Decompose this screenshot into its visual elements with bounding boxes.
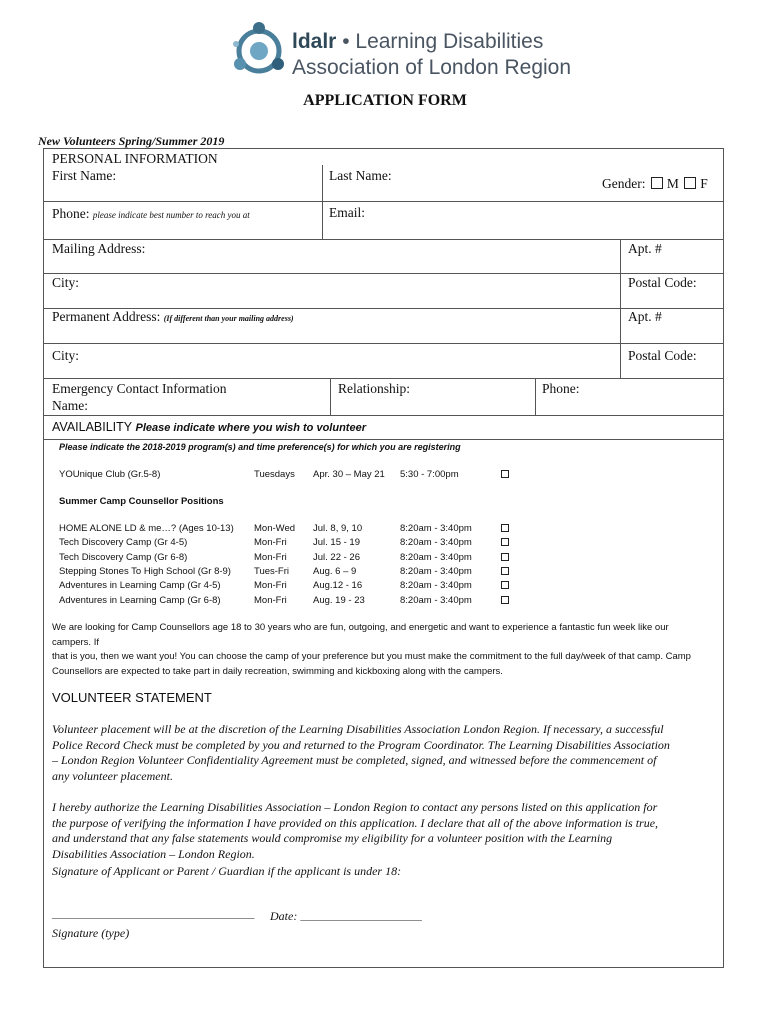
camp-note-line: that is you, then we want you! You can choose the camp of your preference but you must make the commitment to the full day/week of that camp. Camp <box>52 651 691 662</box>
club-checkbox[interactable] <box>501 470 509 478</box>
availability-instruction: Please indicate the 2018-2019 program(s) and time preference(s) for which you are registering <box>59 442 461 452</box>
statement-line: Volunteer placement will be at the discretion of the Learning Disabilities Association London Region. If necessary, a successful <box>52 722 664 736</box>
gender-label: Gender: <box>602 176 646 191</box>
camp-name: Adventures in Learning Camp (Gr 6-8) <box>59 595 221 606</box>
camp-days: Mon-Fri <box>254 537 287 548</box>
camp-time: 8:20am - 3:40pm <box>400 580 472 591</box>
postal-code-label[interactable]: Postal Code: <box>628 275 697 290</box>
org-name-rest: • Learning Disabilities <box>342 30 544 53</box>
org-name-line1 <box>292 30 543 54</box>
club-dates: Apr. 30 – May 21 <box>313 469 385 480</box>
camp-time: 8:20am - 3:40pm <box>400 537 472 548</box>
gender-field <box>602 176 708 192</box>
camp-checkbox[interactable] <box>501 524 509 532</box>
logo-mark-icon <box>228 20 290 82</box>
emergency-name-label[interactable]: Name: <box>52 398 88 413</box>
camp-days: Mon-Fri <box>254 595 287 606</box>
camp-time: 8:20am - 3:40pm <box>400 566 472 577</box>
emergency-contact-label: Emergency Contact Information <box>52 381 227 396</box>
camp-name: Stepping Stones To High School (Gr 8-9) <box>59 566 231 577</box>
phone-label: Phone: <box>52 206 90 221</box>
statement-paragraph-1 <box>52 722 717 784</box>
club-time: 5:30 - 7:00pm <box>400 469 459 480</box>
phone-field[interactable] <box>52 206 250 222</box>
gender-f-checkbox[interactable] <box>684 177 696 189</box>
statement-line: Disabilities Association – London Region. <box>52 846 255 861</box>
statement-line: – London Region Volunteer Confidentiality Agreement must be completed, signed, and witnessed before the commencement of <box>52 753 657 767</box>
form-title: APPLICATION FORM <box>303 92 467 109</box>
email-label[interactable]: Email: <box>329 205 365 220</box>
statement-line: and understand that any false statements would compromise my eligibility for a volunteer position with the Learning <box>52 831 613 845</box>
availability-hint: Please indicate where you wish to volunteer <box>135 422 366 434</box>
camp-dates: Jul. 8, 9, 10 <box>313 523 363 534</box>
statement-line: the purpose of verifying the information I have provided on this application. I declare that all of the above information is true, <box>52 815 659 830</box>
club-days: Tuesdays <box>254 469 295 480</box>
camp-name: HOME ALONE LD & me…? (Ages 10-13) <box>59 523 234 534</box>
camp-name: Adventures in Learning Camp (Gr 4-5) <box>59 580 221 591</box>
section-personal-info: PERSONAL INFORMATION <box>52 151 218 166</box>
permanent-address-label: Permanent Address: <box>52 309 161 324</box>
statement-line: Police Record Check must be completed by you and returned to the Program Coordinator. The Learning Disabilities Association <box>52 737 670 752</box>
camp-days: Tues-Fri <box>254 566 290 577</box>
camp-dates: Jul. 22 - 26 <box>313 552 360 563</box>
camp-note-line: Counsellors are expected to take part in daily recreation, swimming and kickboxing along with the campers. <box>52 665 503 677</box>
camp-checkbox[interactable] <box>501 596 509 604</box>
postal-code2-label[interactable]: Postal Code: <box>628 348 697 363</box>
date-field <box>270 909 422 924</box>
signature-prompt: Signature of Applicant or Parent / Guardian if the applicant is under 18: <box>52 864 402 878</box>
camp-checkbox[interactable] <box>501 553 509 561</box>
city2-label[interactable]: City: <box>52 348 80 363</box>
gender-f-label: F <box>700 176 708 191</box>
camp-time: 8:20am - 3:40pm <box>400 523 472 534</box>
camp-dates: Aug. 6 – 9 <box>313 566 357 577</box>
date-line[interactable]: ___________________________ <box>300 912 422 922</box>
first-name-label[interactable]: First Name: <box>52 168 117 183</box>
application-form <box>43 148 724 968</box>
camp-name: Tech Discovery Camp (Gr 4-5) <box>59 537 188 548</box>
relationship-label[interactable]: Relationship: <box>338 381 410 396</box>
statement-line: I hereby authorize the Learning Disabilities Association – London Region to contact any persons listed on this application for <box>52 800 658 814</box>
form-subtitle: New Volunteers Spring/Summer 2019 <box>38 134 225 148</box>
date-label: Date: <box>270 909 298 923</box>
camp-name: Tech Discovery Camp (Gr 6-8) <box>59 552 188 563</box>
last-name-label[interactable]: Last Name: <box>329 168 392 183</box>
camp-dates: Jul. 15 - 19 <box>313 537 360 548</box>
gender-m-label: M <box>666 176 679 191</box>
gender-m-checkbox[interactable] <box>651 177 663 189</box>
camp-time: 8:20am - 3:40pm <box>400 552 472 563</box>
camp-note <box>52 621 702 679</box>
availability-title: AVAILABILITY <box>52 420 133 434</box>
volunteer-statement-title: VOLUNTEER STATEMENT <box>52 690 212 705</box>
club-name: YOUnique Club (Gr.5-8) <box>59 469 161 480</box>
camp-dates: Aug. 19 - 23 <box>313 595 365 606</box>
signature-type-label: Signature (type) <box>52 926 130 940</box>
phone-hint: please indicate best number to reach you at <box>92 210 250 220</box>
apt2-label[interactable]: Apt. # <box>628 309 662 324</box>
statement-line: any volunteer placement. <box>52 768 173 783</box>
statement-paragraph-2 <box>52 800 717 862</box>
camp-note-line: We are looking for Camp Counsellors age 18 to 30 years who are fun, outgoing, and energetic and want to experience a fantastic fun week like our campers. If <box>52 622 669 648</box>
camp-checkbox[interactable] <box>501 538 509 546</box>
camp-heading: Summer Camp Counsellor Positions <box>59 496 224 507</box>
signature-line[interactable]: _____________________________________________ <box>52 910 255 920</box>
permanent-address-field[interactable] <box>52 309 294 325</box>
mailing-address-label[interactable]: Mailing Address: <box>52 241 146 256</box>
camp-checkbox[interactable] <box>501 567 509 575</box>
camp-dates: Aug.12 - 16 <box>313 580 363 591</box>
apt-label[interactable]: Apt. # <box>628 241 662 256</box>
camp-days: Mon-Wed <box>254 523 296 534</box>
org-acronym: ldalr <box>292 30 337 53</box>
camp-days: Mon-Fri <box>254 552 287 563</box>
camp-days: Mon-Fri <box>254 580 287 591</box>
permanent-address-hint: (If different than your mailing address) <box>163 314 294 323</box>
camp-time: 8:20am - 3:40pm <box>400 595 472 606</box>
org-name-line2: Association of London Region <box>292 56 572 79</box>
city-label[interactable]: City: <box>52 275 80 290</box>
availability-heading <box>52 419 366 435</box>
emergency-phone-label[interactable]: Phone: <box>542 381 580 396</box>
camp-checkbox[interactable] <box>501 581 509 589</box>
